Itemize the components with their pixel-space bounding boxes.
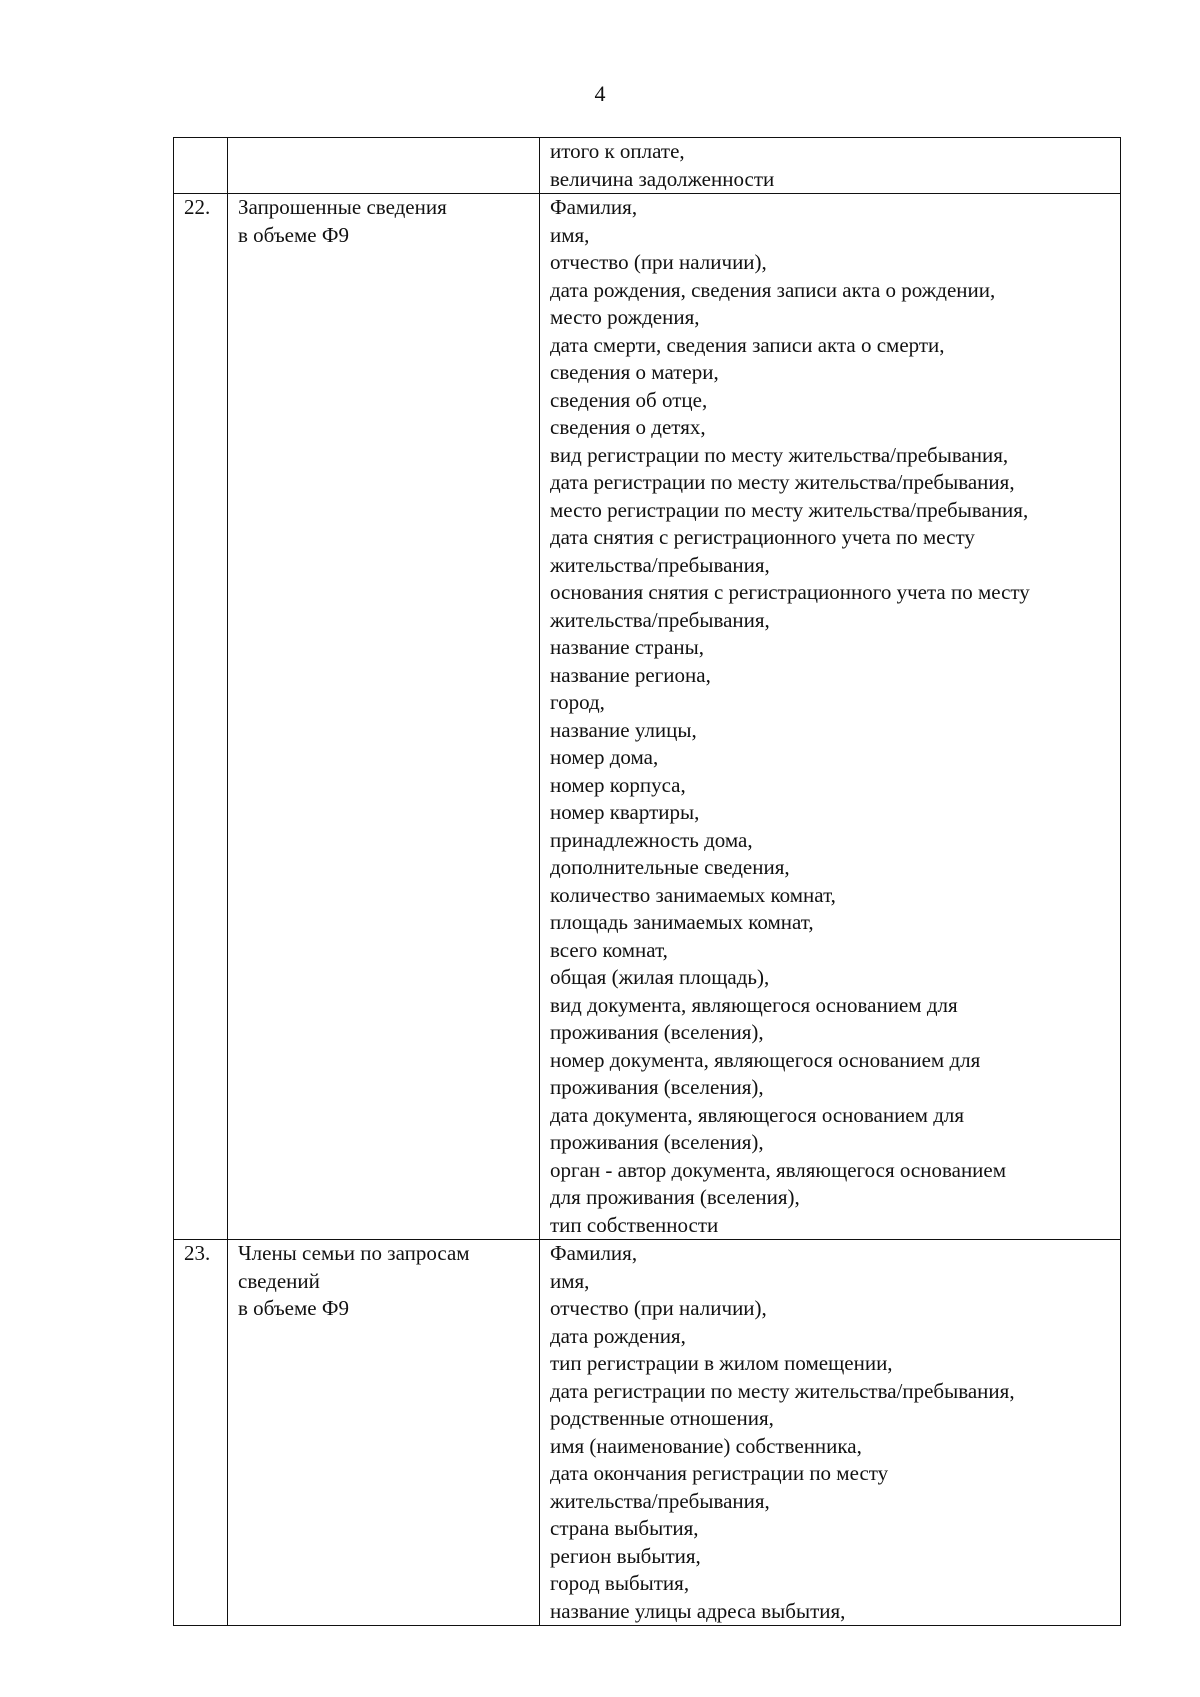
row-name-line: Запрошенные сведения <box>238 195 447 219</box>
row-fields-cell <box>540 194 1121 1240</box>
field-line: дата смерти, сведения записи акта о смерти, <box>550 332 945 357</box>
field-line: название улицы, <box>550 717 697 742</box>
field-line: номер документа, являющегося основанием для <box>550 1047 981 1072</box>
row-fields-cell <box>540 1240 1121 1626</box>
field-line: город выбытия, <box>550 1571 690 1595</box>
field-line: номер квартиры, <box>550 800 700 824</box>
field-line: проживания (вселения), <box>550 1075 764 1099</box>
table-row <box>174 1240 1121 1626</box>
row-name-cell <box>228 194 540 1240</box>
field-line: дата регистрации по месту жительства/пребывания, <box>550 470 1015 494</box>
field-line: имя, <box>550 1268 590 1293</box>
row-number: 23. <box>174 1240 228 1626</box>
field-line: проживания (вселения), <box>550 1130 764 1154</box>
field-line: дата документа, являющегося основанием для <box>550 1102 965 1127</box>
field-line: дата рождения, <box>550 1323 686 1348</box>
field-line: итого к оплате, <box>550 139 685 163</box>
field-line: площадь занимаемых комнат, <box>550 910 814 934</box>
field-line: вид документа, являющегося основанием для <box>550 992 958 1017</box>
field-line: Фамилия, <box>550 195 638 219</box>
field-line: страна выбытия, <box>550 1516 699 1540</box>
table-row <box>174 194 1121 1240</box>
field-line: всего комнат, <box>550 937 668 962</box>
field-line: дата рождения, сведения записи акта о рождении, <box>550 277 996 302</box>
field-line: дополнительные сведения, <box>550 855 790 879</box>
table-row <box>174 138 1121 194</box>
field-line: дата регистрации по месту жительства/пребывания, <box>550 1378 1015 1403</box>
field-line: родственные отношения, <box>550 1406 774 1430</box>
row-name-line: в объеме Ф9 <box>238 1296 349 1320</box>
field-line: имя (наименование) собственника, <box>550 1433 862 1458</box>
field-line: жительства/пребывания, <box>550 1488 770 1513</box>
field-line: принадлежность дома, <box>550 827 753 852</box>
field-line: дата снятия с регистрационного учета по месту <box>550 525 975 549</box>
field-line: общая (жилая площадь), <box>550 965 770 989</box>
field-line: город, <box>550 690 605 714</box>
field-line: регион выбытия, <box>550 1543 701 1568</box>
field-line: величина задолженности <box>550 166 775 191</box>
row-name-cell <box>228 1240 540 1626</box>
field-line: тип собственности <box>550 1212 719 1237</box>
field-line: сведения об отце, <box>550 387 708 412</box>
field-line: вид регистрации по месту жительства/пребывания, <box>550 442 1009 467</box>
row-fields-cell <box>540 138 1121 194</box>
field-line: сведения о матери, <box>550 360 719 384</box>
field-line: орган - автор документа, являющегося основанием <box>550 1157 1007 1182</box>
field-line: место регистрации по месту жительства/пребывания, <box>550 497 1029 522</box>
field-line: Фамилия, <box>550 1241 638 1265</box>
row-name-line: Члены семьи по запросам <box>238 1241 470 1265</box>
field-line: для проживания (вселения), <box>550 1185 800 1209</box>
field-line: место рождения, <box>550 305 700 329</box>
field-line: сведения о детях, <box>550 415 706 439</box>
field-line: отчество (при наличии), <box>550 1296 767 1320</box>
field-line: тип регистрации в жилом помещении, <box>550 1351 893 1375</box>
field-line: жительства/пребывания, <box>550 607 770 632</box>
row-name-line: в объеме Ф9 <box>238 222 349 247</box>
field-line: название улицы адреса выбытия, <box>550 1598 846 1623</box>
field-line: имя, <box>550 222 590 247</box>
row-name-cell <box>228 138 540 194</box>
field-line: название региона, <box>550 662 711 687</box>
field-line: название страны, <box>550 635 705 659</box>
row-number: 22. <box>174 194 228 1240</box>
field-line: дата окончания регистрации по месту <box>550 1461 889 1485</box>
row-name-line: сведений <box>238 1268 320 1293</box>
document-table <box>173 137 1121 1626</box>
field-line: отчество (при наличии), <box>550 250 767 274</box>
field-line: основания снятия с регистрационного учета по месту <box>550 580 1030 604</box>
field-line: жительства/пребывания, <box>550 552 770 577</box>
page-number: 4 <box>594 81 606 106</box>
table-body <box>174 138 1121 1626</box>
field-line: номер дома, <box>550 745 659 769</box>
field-line: проживания (вселения), <box>550 1020 764 1044</box>
field-line: количество занимаемых комнат, <box>550 882 836 907</box>
field-line: номер корпуса, <box>550 772 686 797</box>
row-number <box>174 138 228 194</box>
